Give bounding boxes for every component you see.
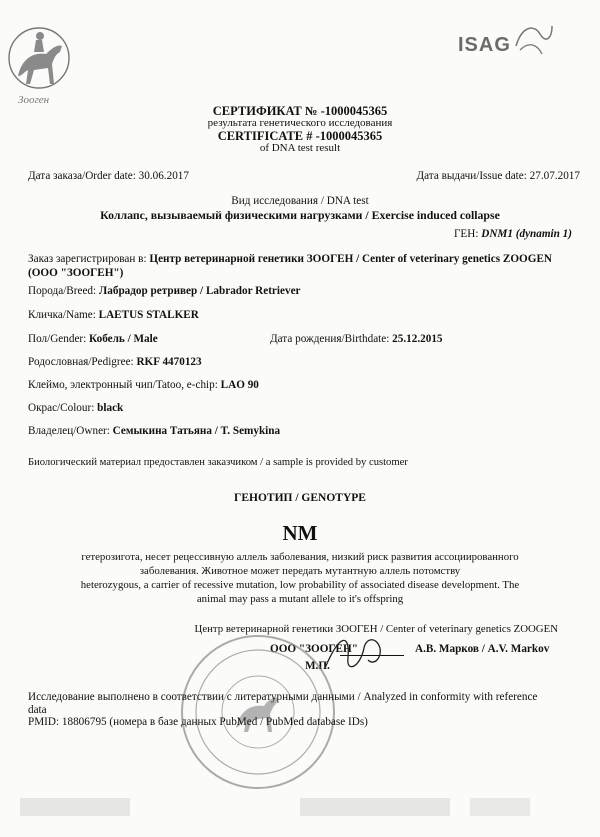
test-type-label: Вид исследования / DNA test	[231, 195, 369, 207]
genotype-heading: ГЕНОТИП / GENOTYPE	[234, 492, 366, 504]
owner-value: Семыкина Татьяна / T. Semykina	[112, 425, 281, 437]
certificate-title-en: CERTIFICATE # -1000045365	[217, 129, 383, 143]
gene-line	[454, 228, 572, 241]
chip-row	[28, 379, 259, 392]
colour-value: black	[97, 402, 124, 414]
certificate-subtitle-en: of DNA test result	[259, 142, 341, 154]
bleed-through-shapes	[0, 790, 600, 830]
gender-label: Пол/Gender:	[28, 333, 87, 345]
isag-swirl-icon	[512, 16, 556, 60]
issue-date: Дата выдачи/Issue date: 27.07.2017	[416, 170, 580, 182]
bleed-through-mark	[0, 790, 600, 830]
signature-mp: М.П.	[305, 660, 330, 672]
gender-row	[28, 333, 158, 346]
owner-label: Владелец/Owner:	[28, 425, 110, 437]
registration-label: Заказ зарегистрирован в:	[28, 253, 147, 265]
gene-value: DNM1 (dynamin 1)	[481, 228, 572, 240]
breed-row	[28, 285, 301, 298]
pedigree-row	[28, 356, 202, 369]
genotype-value: NM	[282, 521, 318, 545]
colour-row	[28, 402, 123, 415]
name-row	[28, 309, 199, 322]
certificate-subtitle-ru: результата генетического исследования	[207, 117, 393, 129]
gene-label: ГЕН:	[453, 228, 479, 240]
name-label: Кличка/Name:	[28, 309, 96, 321]
breed-value: Лабрадор ретривер / Labrador Retriever	[98, 285, 301, 297]
registration-line	[28, 252, 573, 280]
birthdate-label: Дата рождения/Birthdate:	[270, 333, 390, 345]
test-name: Коллапс, вызываемый физическими нагрузками / Exercise induced collapse	[100, 208, 500, 222]
chip-label: Клеймо, электронный чип/Tatoo, e-chip:	[28, 379, 218, 391]
genotype-desc-ru-1: гетерозигота, несет рецессивную аллель заболевания, низкий риск развития ассоциированного	[81, 551, 519, 563]
chip-value: LAO 90	[220, 379, 259, 391]
zoogen-logo-text: Зооген	[18, 94, 50, 106]
certificate-title-ru: СЕРТИФИКАТ № -1000045365	[212, 104, 388, 118]
signature-center: Центр ветеринарной генетики ЗООГЕН / Center of veterinary genetics ZOOGEN	[194, 623, 558, 635]
gender-value: Кобель / Male	[89, 333, 158, 345]
isag-logo: ISAG	[458, 34, 511, 56]
genotype-desc-en-2: animal may pass a mutant allele to it's offspring	[196, 593, 404, 605]
pedigree-label: Родословная/Pedigree:	[28, 356, 134, 368]
birthdate-row	[270, 333, 443, 346]
genotype-desc-ru-2: заболевания. Животное может передать мутантную аллель потомству	[139, 565, 461, 577]
pmid-note: PMID: 18806795 (номера в базе данных PubMed / PubMed database IDs)	[28, 716, 368, 728]
name-value: LAETUS STALKER	[98, 309, 199, 321]
pedigree-value: RKF 4470123	[136, 356, 202, 368]
signature-org: ООО "ЗООГЕН"	[270, 643, 358, 655]
order-date: Дата заказа/Order date: 30.06.2017	[28, 170, 189, 182]
breed-label: Порода/Breed:	[28, 285, 97, 297]
owner-row	[28, 425, 280, 438]
conformity-note: Исследование выполнено в соответствии с литературными данными / Analyzed in conformity with reference data	[28, 691, 538, 716]
genotype-desc-en-1: heterozygous, a carrier of recessive mutation, low probability of associated disease development. The	[80, 579, 520, 591]
colour-label: Окрас/Colour:	[28, 402, 95, 414]
handwritten-signature	[320, 628, 390, 678]
sample-note: Биологический материал предоставлен заказчиком / a sample is provided by customer	[28, 457, 408, 468]
birthdate-value: 25.12.2015	[392, 333, 443, 345]
signature-signer: А.В. Марков / A.V. Markov	[415, 643, 550, 655]
registration-value: Центр ветеринарной генетики ЗООГЕН / Center of veterinary genetics ZOOGEN (ООО "ЗООГЕН")	[28, 253, 552, 279]
